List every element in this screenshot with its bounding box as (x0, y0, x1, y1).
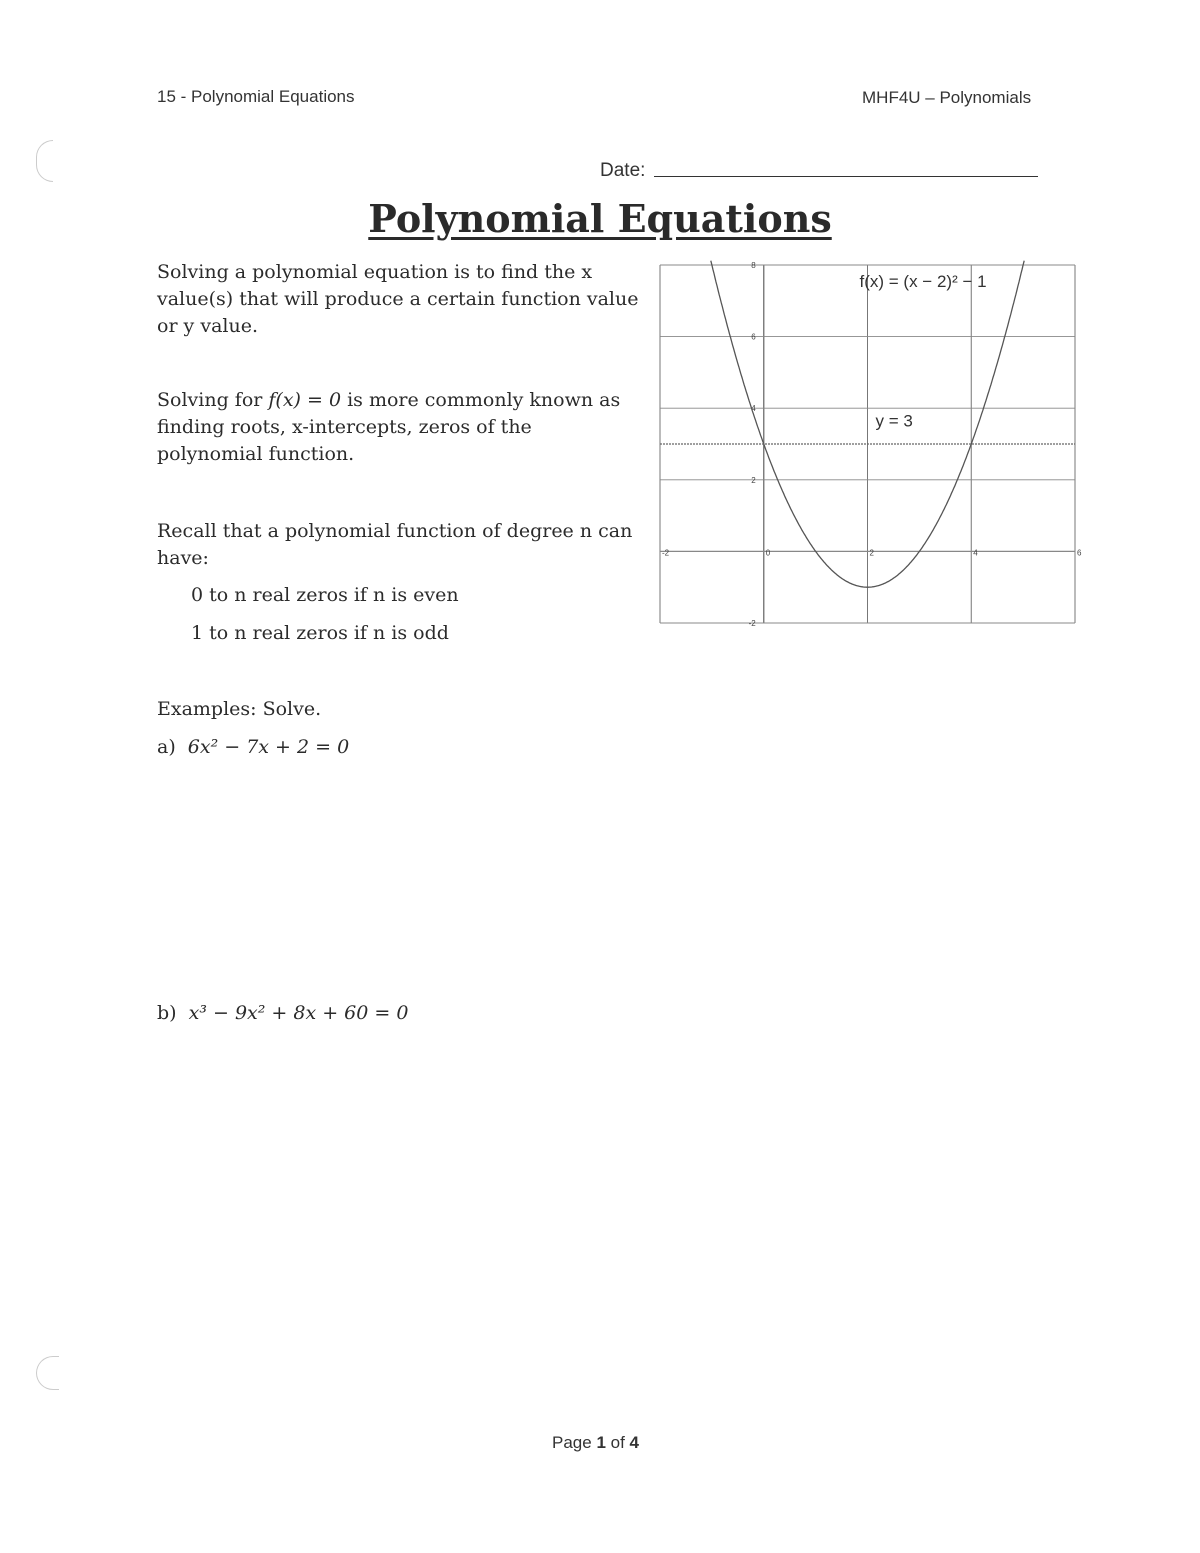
scan-hole-mark-bottom (36, 1356, 59, 1390)
example-b-expression: x³ − 9x² + 8x + 60 = 0 (188, 1002, 409, 1024)
page-number (552, 1433, 639, 1453)
curve-label: f(x) = (x − 2)² − 1 (859, 271, 987, 291)
scan-hole-mark-top (36, 140, 53, 182)
y-tick-label: 4 (751, 404, 756, 414)
page-total: 4 (629, 1433, 639, 1452)
y-tick-label: 8 (751, 261, 756, 270)
roots-line-3: polynomial function. (157, 443, 355, 465)
recall-even: 0 to n real zeros if n is even (191, 584, 459, 606)
x-tick-label: 4 (973, 548, 978, 558)
header-left: 15 - Polynomial Equations (157, 87, 355, 106)
roots-prefix: Solving for (157, 389, 269, 411)
example-b (157, 1000, 408, 1027)
date-input-line (654, 176, 1038, 177)
line-label: y = 3 (875, 411, 913, 431)
page-title: Polynomial Equations (368, 196, 832, 241)
x-tick-label: 6 (1077, 548, 1082, 558)
intro-line-2: value(s) that will produce a certain function value (157, 288, 639, 310)
x-tick-label: -2 (662, 548, 670, 558)
roots-paragraph (157, 387, 647, 468)
x-tick-label: 2 (869, 548, 874, 558)
header-right: MHF4U – Polynomials (862, 88, 1032, 107)
page-current: 1 (596, 1433, 606, 1452)
recall-paragraph (157, 518, 647, 572)
recall-odd: 1 to n real zeros if n is odd (191, 622, 449, 644)
recall-line-1: Recall that a polynomial function of degree n can (157, 520, 633, 542)
example-a-label: a) (157, 736, 176, 758)
example-b-label: b) (157, 1002, 177, 1024)
intro-line-1: Solving a polynomial equation is to find the x (157, 261, 593, 283)
roots-line-2: finding roots, x-intercepts, zeros of the (157, 416, 532, 438)
y-tick-label: 6 (751, 332, 756, 342)
example-a (157, 734, 349, 761)
page-prefix: Page (552, 1433, 597, 1452)
x-tick-label: 0 (765, 548, 771, 558)
roots-expression: f(x) = 0 (268, 389, 342, 411)
intro-paragraph (157, 259, 647, 340)
intro-line-3: or y value. (157, 315, 258, 337)
y-tick-label: 2 (751, 475, 756, 485)
example-a-expression: 6x² − 7x + 2 = 0 (187, 736, 350, 758)
roots-suffix: is more commonly known as (341, 389, 621, 411)
parabola-graph (650, 255, 1085, 635)
recall-line-2: have: (157, 547, 209, 569)
examples-heading: Examples: Solve. (157, 698, 322, 720)
y-tick-label: -2 (748, 619, 756, 628)
page-of: of (605, 1433, 630, 1452)
date-label: Date: (600, 160, 646, 181)
